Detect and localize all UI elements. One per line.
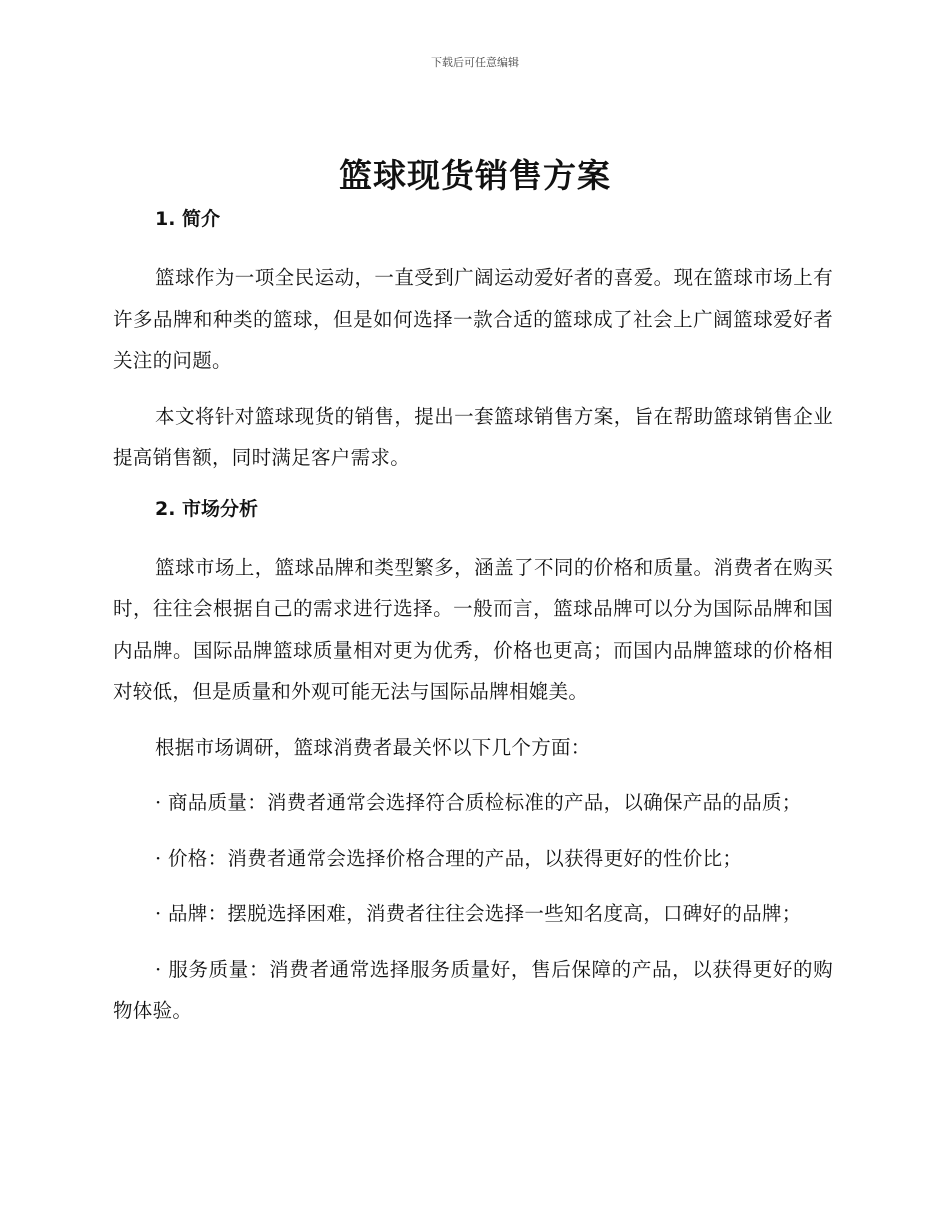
- section-heading-intro: 1. 简介: [155, 208, 221, 230]
- paragraph: 本文将针对篮球现货的销售，提出一套篮球销售方案，旨在帮助篮球销售企业提高销售额，同时满足客户需求。: [113, 404, 833, 469]
- paragraph: 篮球作为一项全民运动，一直受到广阔运动爱好者的喜爱。现在篮球市场上有许多品牌和种类的篮球，但是如何选择一款合适的篮球成了社会上广阔篮球爱好者关注的问题。: [113, 266, 833, 372]
- bullet-item-brand: · 品牌：摆脱选择困难，消费者往往会选择一些知名度高，口碑好的品牌；: [155, 902, 802, 925]
- paragraph: 根据市场调研，篮球消费者最关怀以下几个方面：: [155, 735, 591, 759]
- bullet-item-quality: · 商品质量：消费者通常会选择符合质检标准的产品，以确保产品的品质；: [155, 791, 802, 814]
- section-heading-market-analysis: 2. 市场分析: [155, 497, 259, 520]
- paragraph: 篮球市场上，篮球品牌和类型繁多，涵盖了不同的价格和质量。消费者在购买时，往往会根据自己的需求进行选择。一般而言，篮球品牌可以分为国际品牌和国内品牌。国际品牌篮球质量相对更为优秀，价格也更高；而国内品牌篮球的价格相对较低，但是质量和外观可能无法与国际品牌相媲美。: [113, 555, 833, 703]
- header-note: 下载后可任意编辑: [431, 56, 519, 69]
- document-title: 篮球现货销售方案: [339, 156, 611, 195]
- document-body: [113, 203, 833, 1046]
- bullet-item-service: · 服务质量：消费者通常选择服务质量好，售后保障的产品，以获得更好的购物体验。: [113, 957, 833, 1022]
- bullet-item-price: · 价格：消费者通常会选择价格合理的产品，以获得更好的性价比；: [155, 846, 743, 870]
